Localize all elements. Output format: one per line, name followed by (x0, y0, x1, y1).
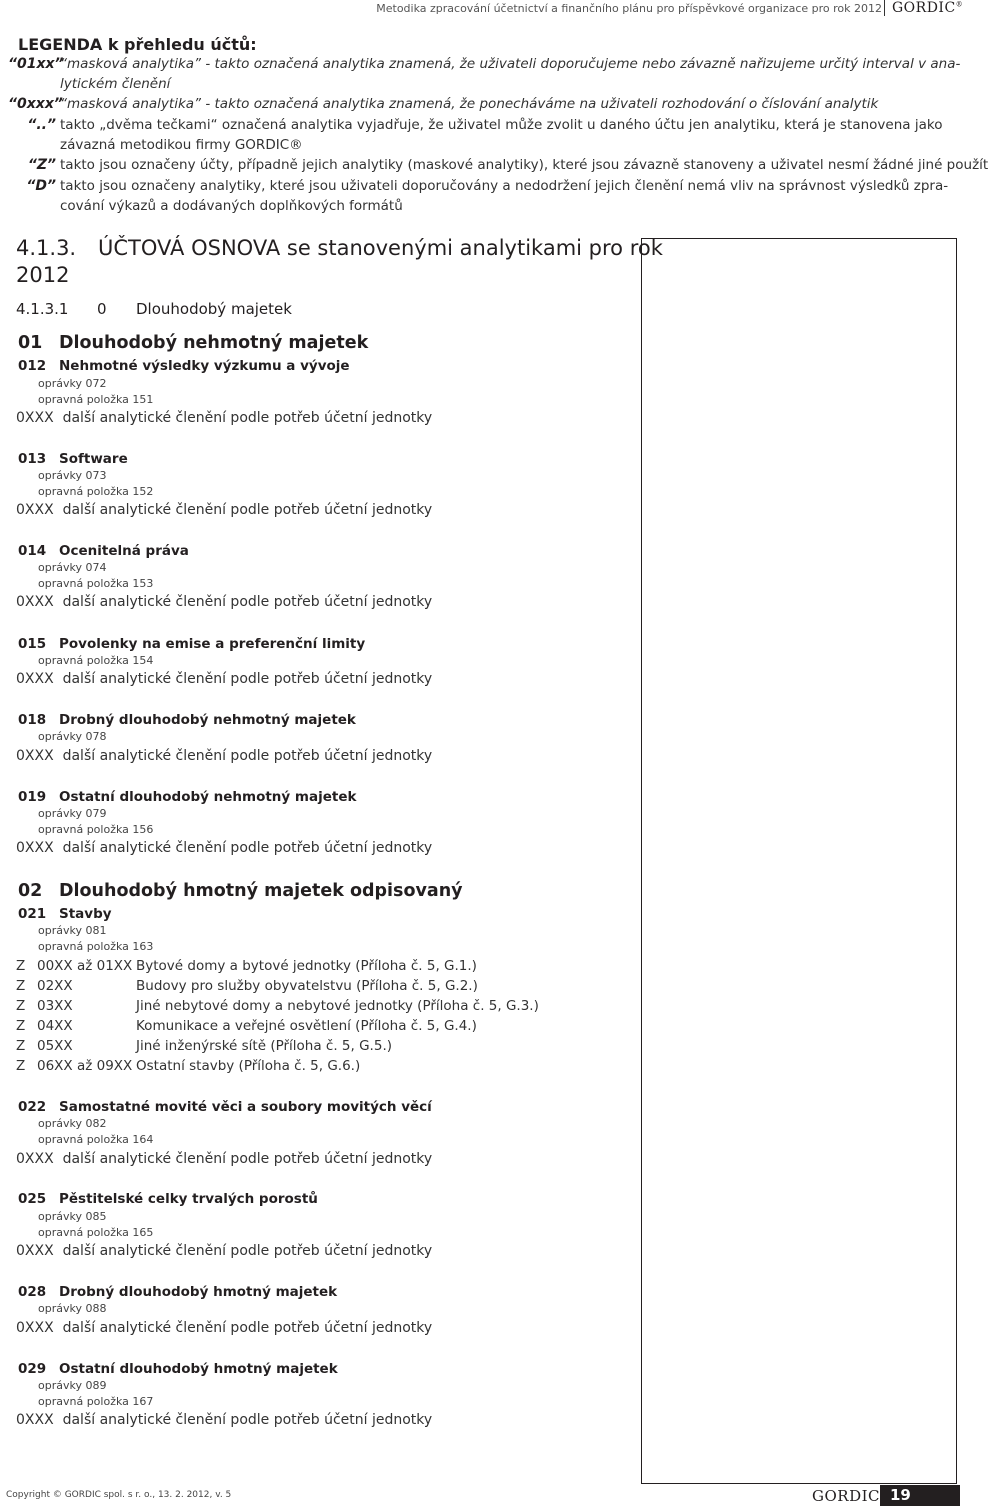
subsection-number: 4.1.3.1 (16, 300, 69, 318)
account-code: 012 (18, 358, 47, 374)
account-note: oprávky 089 (38, 1379, 107, 1392)
account-note: opravná položka 151 (38, 393, 154, 406)
mandatory-flag: Z (16, 1058, 26, 1074)
analytic-desc: Komunikace a veřejné osvětlení (Příloha č. 5, G.4.) (136, 1018, 477, 1034)
account-title: Nehmotné výsledky výzkumu a vývoje (59, 358, 350, 374)
account-title: Pěstitelské celky trvalých porostů (59, 1191, 318, 1207)
account-note: opravná položka 167 (38, 1395, 154, 1408)
analytic-desc: Budovy pro služby obyvatelstvu (Příloha č. 5, G.2.) (136, 978, 478, 994)
account-code: 028 (18, 1284, 47, 1300)
account-title: Samostatné movité věci a soubory movitých věcí (59, 1099, 432, 1115)
analytic-code: 02XX (37, 978, 73, 994)
analytic-row: 0XXX další analytické členění podle potřeb účetní jednotky (16, 594, 433, 610)
analytic-row: 0XXX další analytické členění podle potřeb účetní jednotky (16, 1320, 433, 1336)
account-note: opravná položka 152 (38, 485, 154, 498)
account-title: Ostatní dlouhodobý hmotný majetek (59, 1361, 338, 1377)
account-code: 013 (18, 451, 47, 467)
analytic-code: 00XX až 01XX (37, 958, 133, 974)
account-note: oprávky 081 (38, 924, 107, 937)
analytic-desc: Jiné inženýrské sítě (Příloha č. 5, G.5.) (136, 1038, 392, 1054)
account-note: opravná položka 156 (38, 823, 154, 836)
section-title: ÚČTOVÁ OSNOVA se stanovenými analytikami pro rok (98, 236, 663, 260)
page-number: 19 (880, 1485, 960, 1506)
legend-text: takto jsou označeny analytiky, které jsou uživateli doporučovány a nedodržení jejich členění nemá vliv na správnost výsledků zpra- (60, 178, 949, 194)
mandatory-flag: Z (16, 958, 26, 974)
account-note: oprávky 073 (38, 469, 107, 482)
account-note: oprávky 078 (38, 730, 107, 743)
analytic-code: 04XX (37, 1018, 73, 1034)
legend-text: takto jsou označeny účty, případně jejich analytiky (maskové analytiky), které jsou závazně stanoveny a uživatel nesmí žádné jiné použít (60, 157, 988, 173)
legend-text: závazná metodikou firmy GORDIC® (60, 137, 303, 153)
mandatory-flag: Z (16, 998, 26, 1014)
group-title: Dlouhodobý nehmotný majetek (59, 333, 369, 353)
header-divider (884, 0, 885, 16)
legend-code: “..” (27, 117, 56, 133)
account-note: opravná položka 165 (38, 1226, 154, 1239)
account-code: 021 (18, 906, 47, 922)
group-title: Dlouhodobý hmotný majetek odpisovaný (59, 881, 463, 901)
analytic-row: 0XXX další analytické členění podle potřeb účetní jednotky (16, 1412, 433, 1428)
account-code: 022 (18, 1099, 47, 1115)
brand-logo-bottom: GORDIC (812, 1487, 881, 1505)
legend-text: lytickém členění (60, 76, 171, 92)
account-note: opravná položka 154 (38, 654, 154, 667)
analytic-code: 05XX (37, 1038, 73, 1054)
account-note: oprávky 085 (38, 1210, 107, 1223)
legend-text: takto „dvěma tečkami“ označená analytika vyjadřuje, že uživatel může zvolit u daného účtu jen analytiku, která je stanovena jako (60, 117, 943, 133)
account-note: oprávky 079 (38, 807, 107, 820)
account-code: 015 (18, 636, 47, 652)
account-code: 014 (18, 543, 47, 559)
analytic-row: 0XXX další analytické členění podle potřeb účetní jednotky (16, 748, 433, 764)
notes-box (641, 238, 957, 1484)
account-title: Stavby (59, 906, 112, 922)
legend-code: “Z” (27, 157, 56, 173)
legend-text: cování výkazů a dodávaných doplňkových formátů (60, 198, 403, 214)
account-code: 025 (18, 1191, 47, 1207)
legend-code: “01xx” (8, 56, 64, 72)
account-title: Drobný dlouhodobý nehmotný majetek (59, 712, 356, 728)
account-note: opravná položka 153 (38, 577, 154, 590)
legend-text: “masková analytika” - takto označená analytika znamená, že ponecháváme na uživateli rozhodování o číslování analytik (60, 96, 879, 112)
mandatory-flag: Z (16, 1018, 26, 1034)
brand-logo-top: GORDIC® (892, 0, 964, 16)
account-title: Ostatní dlouhodobý nehmotný majetek (59, 789, 357, 805)
account-title: Ocenitelná práva (59, 543, 189, 559)
group-code: 01 (18, 333, 43, 353)
account-note: opravná položka 164 (38, 1133, 154, 1146)
account-title: Software (59, 451, 128, 467)
analytic-row: 0XXX další analytické členění podle potřeb účetní jednotky (16, 840, 433, 856)
section-year: 2012 (16, 263, 70, 287)
analytic-row: 0XXX další analytické členění podle potřeb účetní jednotky (16, 502, 433, 518)
group-code: 02 (18, 881, 43, 901)
account-title: Drobný dlouhodobý hmotný majetek (59, 1284, 338, 1300)
account-code: 029 (18, 1361, 47, 1377)
running-title: Metodika zpracování účetnictví a finančního plánu pro příspěvkové organizace pro rok 2012 (376, 2, 882, 15)
account-note: oprávky 082 (38, 1117, 107, 1130)
account-code: 019 (18, 789, 47, 805)
account-title: Povolenky na emise a preferenční limity (59, 636, 366, 652)
analytic-row: 0XXX další analytické členění podle potřeb účetní jednotky (16, 1151, 433, 1167)
analytic-code: 06XX až 09XX (37, 1058, 133, 1074)
analytic-row: 0XXX další analytické členění podle potřeb účetní jednotky (16, 410, 433, 426)
account-note: oprávky 088 (38, 1302, 107, 1315)
legend-code: “D” (26, 178, 56, 194)
account-note: oprávky 072 (38, 377, 107, 390)
account-note: oprávky 074 (38, 561, 107, 574)
legend-title: LEGENDA k přehledu účtů: (18, 35, 257, 54)
section-number: 4.1.3. (16, 236, 77, 260)
copyright: Copyright © GORDIC spol. s r. o., 13. 2. 2012, v. 5 (6, 1490, 232, 1500)
legend-code: “0xxx” (8, 96, 63, 112)
analytic-desc: Bytové domy a bytové jednotky (Příloha č. 5, G.1.) (136, 958, 477, 974)
subsection-title: Dlouhodobý majetek (136, 300, 292, 318)
subsection-code: 0 (97, 300, 107, 318)
legend-text: “masková analytika” - takto označená analytika znamená, že uživateli doporučujeme nebo závazně nařizujeme určitý interval v ana- (60, 56, 961, 72)
mandatory-flag: Z (16, 1038, 26, 1054)
analytic-row: 0XXX další analytické členění podle potřeb účetní jednotky (16, 671, 433, 687)
mandatory-flag: Z (16, 978, 26, 994)
analytic-code: 03XX (37, 998, 73, 1014)
analytic-desc: Ostatní stavby (Příloha č. 5, G.6.) (136, 1058, 361, 1074)
account-code: 018 (18, 712, 47, 728)
account-note: opravná položka 163 (38, 940, 154, 953)
analytic-row: 0XXX další analytické členění podle potřeb účetní jednotky (16, 1243, 433, 1259)
analytic-desc: Jiné nebytové domy a nebytové jednotky (Příloha č. 5, G.3.) (136, 998, 539, 1014)
